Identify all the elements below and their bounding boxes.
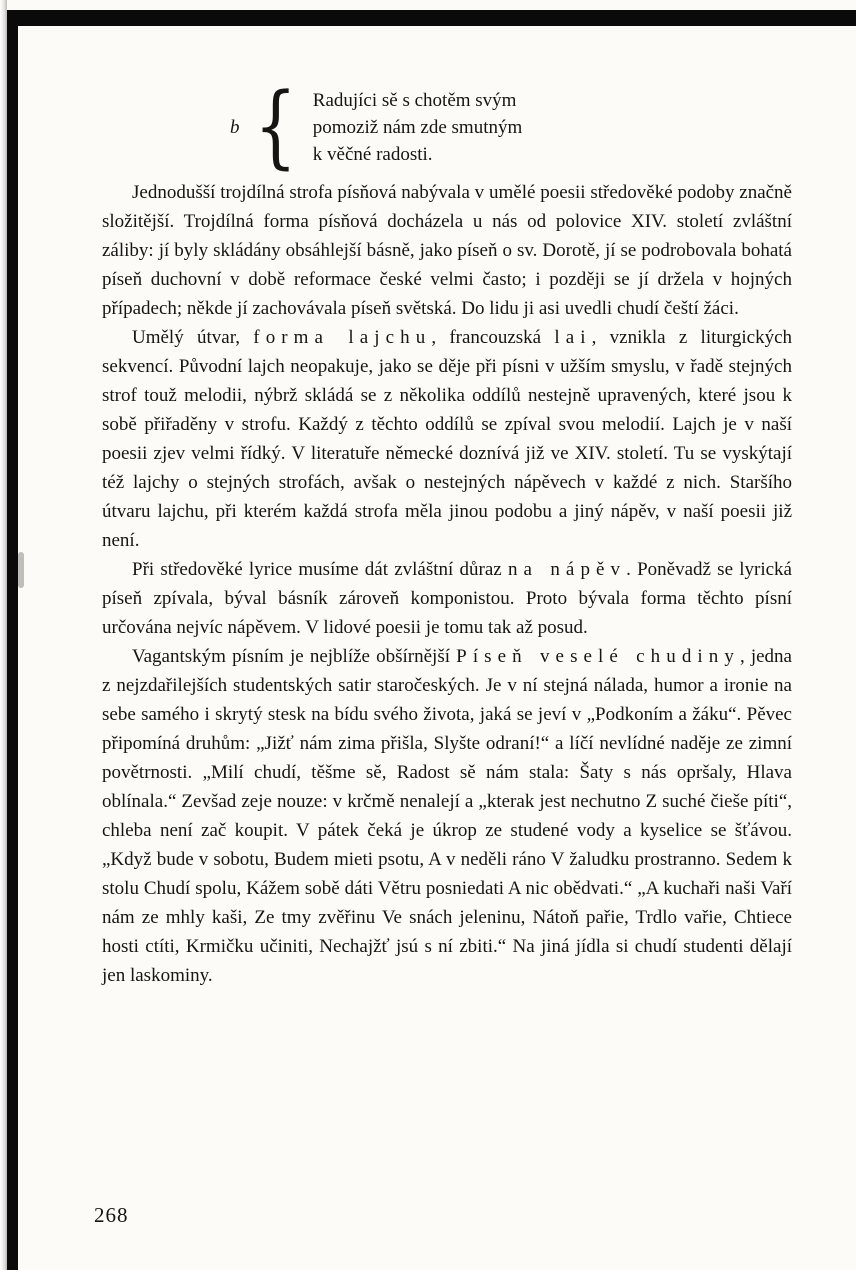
verse-line: Radujíci sě s chotěm svým xyxy=(312,89,517,111)
scan-edge-left xyxy=(7,10,18,1270)
emphasized-spaced-text: forma lajchu xyxy=(253,327,432,348)
verse-block xyxy=(230,74,792,179)
paragraph xyxy=(102,642,792,990)
text-run: Umělý útvar, xyxy=(132,327,254,348)
emphasized-spaced-text: na nápěv xyxy=(507,559,627,580)
text-run: Vagantským písním je nejblíže obšírnější xyxy=(132,646,457,667)
paragraph xyxy=(102,555,792,642)
scan-edge-outer xyxy=(0,0,7,1270)
scan-edge-top xyxy=(7,10,856,26)
verse-line: k věčné radosti. xyxy=(312,143,433,165)
scan-smudge xyxy=(18,552,24,588)
text-run: , jedna z nejzdařilejších studentských satir staročeských. Je v ní stejná nálada, humor a ironie na sebe samého i skrytý stesk na bídu svého života, jaká se jeví v „Podkoním a žáku“. Pěvec připomíná druhům: „Jižť nám zima přišla, Slyšte odraní!“ a líčí nevlídné naděje ze zimní povětrnosti. „Milí chudí, těšme sě, Radost sě nám stala: Šaty s nás opršaly, Hlava oblínala.“ Zevšad zeje nouze: v krčmě nenalejí a „kterak jest nechutno Z suché čieše píti“, chleba není zač koupit. V pátek čeká je úkrop ze studené vody a kyselice se šťávou. „Když bude v sobotu, Budem mieti psotu, A v neděli ráno V žaludku prostranno. Sedem k stolu Chudí spolu, Kážem sobě dáti Větru posniedati A nic obědvati.“ „A kuchaři naši Vaří nám ze mhly kaši, Ze tmy zvěřinu Ve snách jeleninu, Nátoň pařie, Trdlo vařie, Chtiece hosti ctíti, Krmičku učiniti, Nechajžť jsú s ní zbiti.“ Na jiná jídla si chudí studenti dělají jen laskominy. xyxy=(102,646,792,986)
verse-lines xyxy=(313,87,522,168)
text-run: , vznikla z liturgických sekvencí. Původní lajch neopakuje, jako se děje při písni v užším smyslu, v řadě stejných strof touž melodii, nýbrž skládá se z několika oddílů nestejně upravených, které jsou k sobě přiřaděny v strofu. Každý z těchto oddílů se zpíval svou melodií. Lajch je v naší poesii zjev velmi řídký. V literatuře německé doznívá již ve XIV. století. Tu se vyskýtají též lajchy o stejných strofách, avšak o nestejných nápěvech v každé z nich. Staršího útvaru lajchu, při kterém každá strofa měla jinou podobu a jiný nápěv, v naší poesii již není. xyxy=(102,327,793,551)
paragraph xyxy=(102,178,792,323)
text-run: . Poněvadž se lyrická píseň zpívala, býval básník zároveň komponistou. Proto bývala forma těchto písní určována nejvíc nápěvem. V lidové poesii je tomu tak až posud. xyxy=(102,559,792,638)
verse-line: pomoziž nám zde smutným xyxy=(312,116,523,138)
verse-label: b xyxy=(230,116,240,138)
emphasized-spaced-text: lai xyxy=(554,327,592,348)
paragraph xyxy=(102,323,792,555)
body-text xyxy=(102,178,792,990)
verse-brace: { xyxy=(253,74,297,179)
text-run: Jednodušší trojdílná strofa písňová nabývala v umělé poesii středověké podoby značně složitější. Trojdílná forma písňová docházela u nás od polovice XIV. století zvláštní záliby: jí byly skládány obsáhlejší básně, jako píseň o sv. Dorotě, jí se podrobovala bohatá píseň duchovní v době reformace české velmi často; i později se jí držela v hojných případech; někde jí zachovávala píseň světská. Do lidu ji asi uvedli chudí čeští žáci. xyxy=(102,182,792,319)
text-run: , francouzská xyxy=(431,327,555,348)
page-content xyxy=(102,74,793,990)
page-number: 268 xyxy=(94,1203,129,1227)
text-run: Při středověké lyrice musíme dát zvláštní důraz xyxy=(132,559,508,580)
emphasized-spaced-text: Píseň veselé chudiny xyxy=(456,646,740,667)
